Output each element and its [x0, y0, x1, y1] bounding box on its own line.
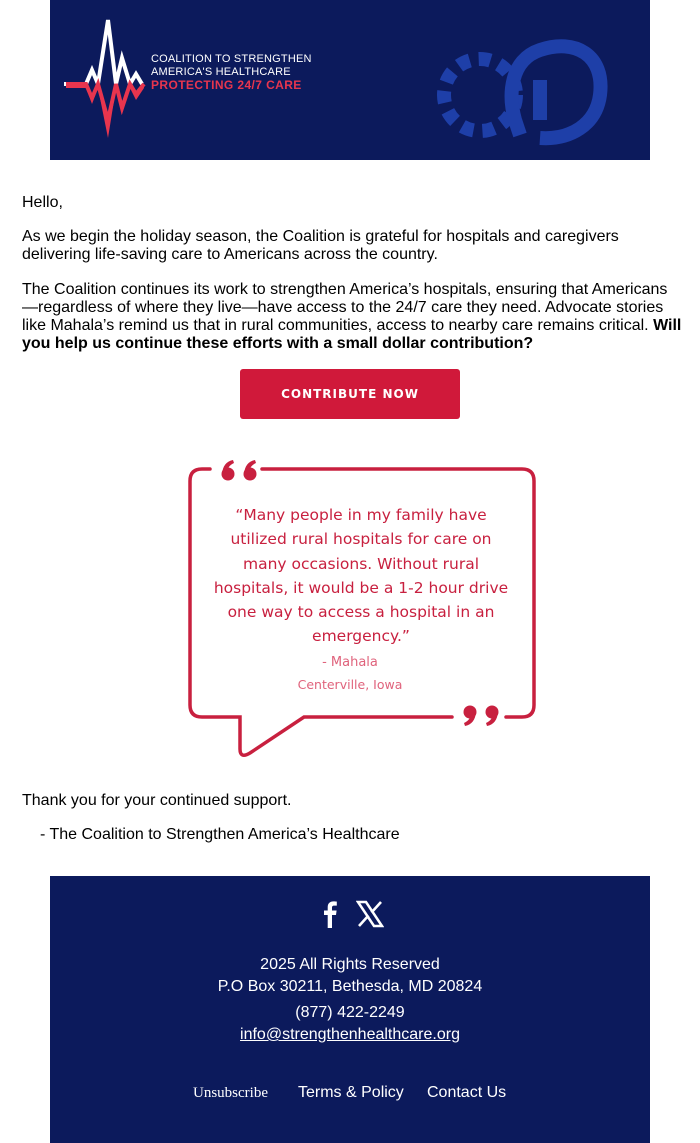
copyright: 2025 All Rights Reserved — [260, 956, 440, 973]
appeal-bold-question: Will you help us continue these efforts with a small dollar contribution? — [22, 317, 682, 352]
quote-close-icon — [464, 706, 499, 727]
appeal-text: The Coalition continues its work to strengthen America’s hospitals, ensuring that Americans —regardless of where they live—have access to the 24/7 care they need. Advocate stories like Mahala’s remind us that in rural communities, access to nearby care remains critical. — [22, 281, 668, 334]
logo-line-2: AMERICA'S HEALTHCARE — [151, 66, 291, 78]
facebook-icon[interactable] — [320, 900, 340, 928]
footer — [50, 876, 650, 1143]
social-links — [320, 900, 384, 928]
logo-line-1: COALITION TO STRENGTHEN — [151, 53, 312, 65]
contact-us-link[interactable]: Contact Us — [427, 1084, 507, 1101]
signature: - The Coalition to Strengthen America’s Healthcare — [40, 826, 400, 843]
header-banner — [50, 0, 650, 160]
intro-paragraph: As we begin the holiday season, the Coalition is grateful for hospitals and caregivers delivering life-saving care to Americans across the country. — [22, 228, 619, 263]
x-twitter-icon[interactable] — [356, 900, 384, 928]
testimonial-location: Centerville, Iowa — [297, 677, 403, 692]
mailing-address: P.O Box 30211, Bethesda, MD 20824 — [217, 978, 483, 995]
logo-tagline: PROTECTING 24/7 CARE — [151, 78, 302, 92]
appeal-paragraph — [22, 281, 682, 353]
logo-wordmark — [151, 53, 312, 92]
testimonial-quote: “Many people in my family have utilized rural hospitals for care on many occasions. Without rural hospitals, it would be a 1-2 hour drive one way to access a hospital in an emergency.” — [213, 506, 509, 646]
greeting: Hello, — [22, 194, 63, 211]
thanks-text: Thank you for your continued support. — [22, 792, 292, 809]
phone-number: (877) 422-2249 — [295, 1004, 405, 1021]
email-link[interactable]: info@strengthenhealthcare.org — [240, 1026, 460, 1043]
testimonial-author: - Mahala — [322, 655, 378, 670]
decorative-watermark-icon — [390, 0, 650, 160]
terms-policy-link[interactable]: Terms & Policy — [298, 1084, 404, 1101]
contribute-now-button[interactable]: CONTRIBUTE NOW — [240, 369, 460, 419]
unsubscribe-link[interactable]: Unsubscribe — [193, 1085, 268, 1101]
quote-open-icon — [222, 460, 257, 481]
heartbeat-logo-icon — [64, 18, 154, 142]
